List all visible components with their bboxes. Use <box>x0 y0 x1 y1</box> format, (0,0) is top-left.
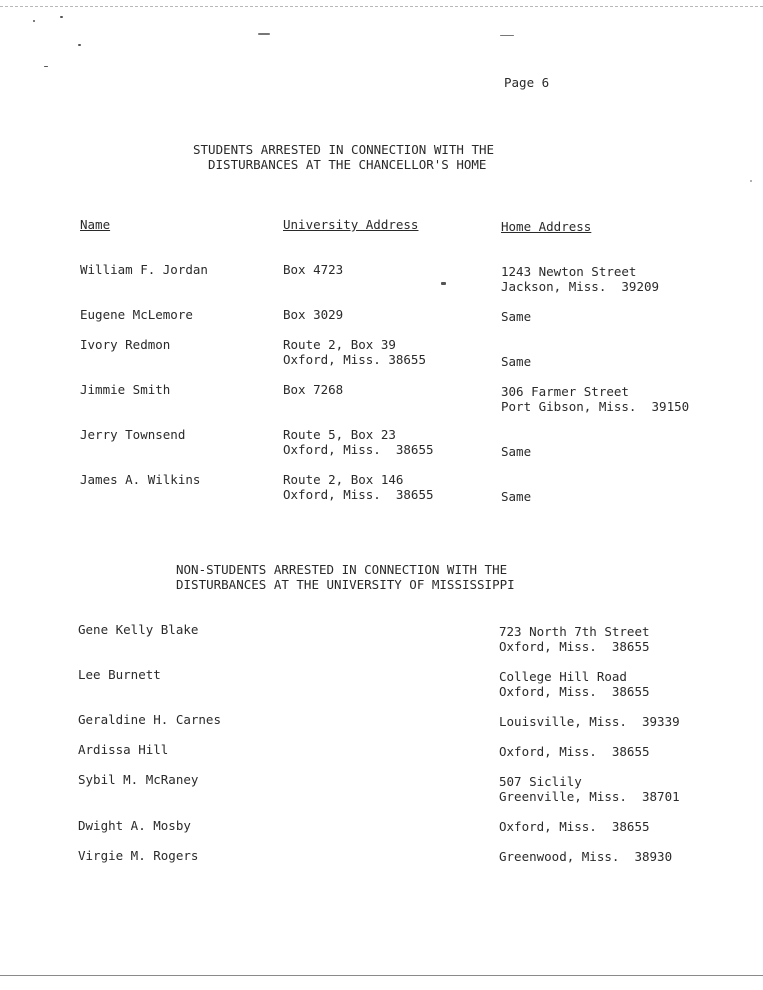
page-number: Page 6 <box>504 75 550 90</box>
student-name: Ivory Redmon <box>80 337 171 352</box>
column-header-university-address: University Address <box>283 217 419 232</box>
column-header-home-address: Home Address <box>501 219 592 234</box>
student-name: Jerry Townsend <box>80 427 186 442</box>
home-address-line: Jackson, Miss. 39209 <box>501 279 660 294</box>
university-address-line: Route 2, Box 39 <box>283 337 396 352</box>
non-students-heading-line-2: DISTURBANCES AT THE UNIVERSITY OF MISSISSIPPI <box>176 577 515 592</box>
home-address-line: Oxford, Miss. 38655 <box>499 684 650 699</box>
home-address-line: Same <box>501 309 532 324</box>
home-address-line: College Hill Road <box>499 669 627 684</box>
person-name: Virgie M. Rogers <box>78 848 199 863</box>
student-name: Jimmie Smith <box>80 382 171 397</box>
home-address-line: Same <box>501 489 532 504</box>
person-name: Lee Burnett <box>78 667 161 682</box>
home-address-line: Port Gibson, Miss. 39150 <box>501 399 690 414</box>
column-header-name: Name <box>80 217 111 232</box>
university-address-line: Route 5, Box 23 <box>283 427 396 442</box>
scan-speck <box>60 16 63 18</box>
students-heading-line-1: STUDENTS ARRESTED IN CONNECTION WITH THE <box>193 142 495 157</box>
university-address-line: Box 3029 <box>283 307 344 322</box>
home-address-line: Oxford, Miss. 38655 <box>499 639 650 654</box>
non-students-heading-line-1: NON-STUDENTS ARRESTED IN CONNECTION WITH THE <box>176 562 508 577</box>
scan-speck <box>78 44 81 46</box>
scan-top-edge <box>0 6 763 7</box>
university-address-line: Oxford, Miss. 38655 <box>283 442 434 457</box>
home-address-line: 507 Siclily <box>499 774 582 789</box>
student-name: James A. Wilkins <box>80 472 201 487</box>
university-address-line: Box 4723 <box>283 262 344 277</box>
students-heading-line-2: DISTURBANCES AT THE CHANCELLOR'S HOME <box>208 157 487 172</box>
person-name: Ardissa Hill <box>78 742 169 757</box>
scan-bottom-edge <box>0 975 763 976</box>
scan-speck <box>441 282 446 285</box>
home-address-line: Louisville, Miss. 39339 <box>499 714 680 729</box>
person-name: Dwight A. Mosby <box>78 818 191 833</box>
home-address-line: Same <box>501 354 532 369</box>
scan-speck <box>500 35 514 36</box>
student-name: Eugene McLemore <box>80 307 193 322</box>
scan-speck <box>258 33 270 35</box>
home-address-line: 723 North 7th Street <box>499 624 650 639</box>
person-name: Sybil M. McRaney <box>78 772 199 787</box>
university-address-line: Oxford, Miss. 38655 <box>283 487 434 502</box>
student-name: William F. Jordan <box>80 262 208 277</box>
university-address-line: Box 7268 <box>283 382 344 397</box>
scan-speck <box>33 20 35 22</box>
scan-speck <box>750 180 752 182</box>
university-address-line: Route 2, Box 146 <box>283 472 404 487</box>
home-address-line: Same <box>501 444 532 459</box>
person-name: Gene Kelly Blake <box>78 622 199 637</box>
home-address-line: Greenville, Miss. 38701 <box>499 789 680 804</box>
home-address-line: Oxford, Miss. 38655 <box>499 744 650 759</box>
home-address-line: 1243 Newton Street <box>501 264 637 279</box>
home-address-line: Greenwood, Miss. 38930 <box>499 849 673 864</box>
home-address-line: 306 Farmer Street <box>501 384 629 399</box>
person-name: Geraldine H. Carnes <box>78 712 221 727</box>
scan-speck <box>44 66 48 67</box>
university-address-line: Oxford, Miss. 38655 <box>283 352 426 367</box>
home-address-line: Oxford, Miss. 38655 <box>499 819 650 834</box>
